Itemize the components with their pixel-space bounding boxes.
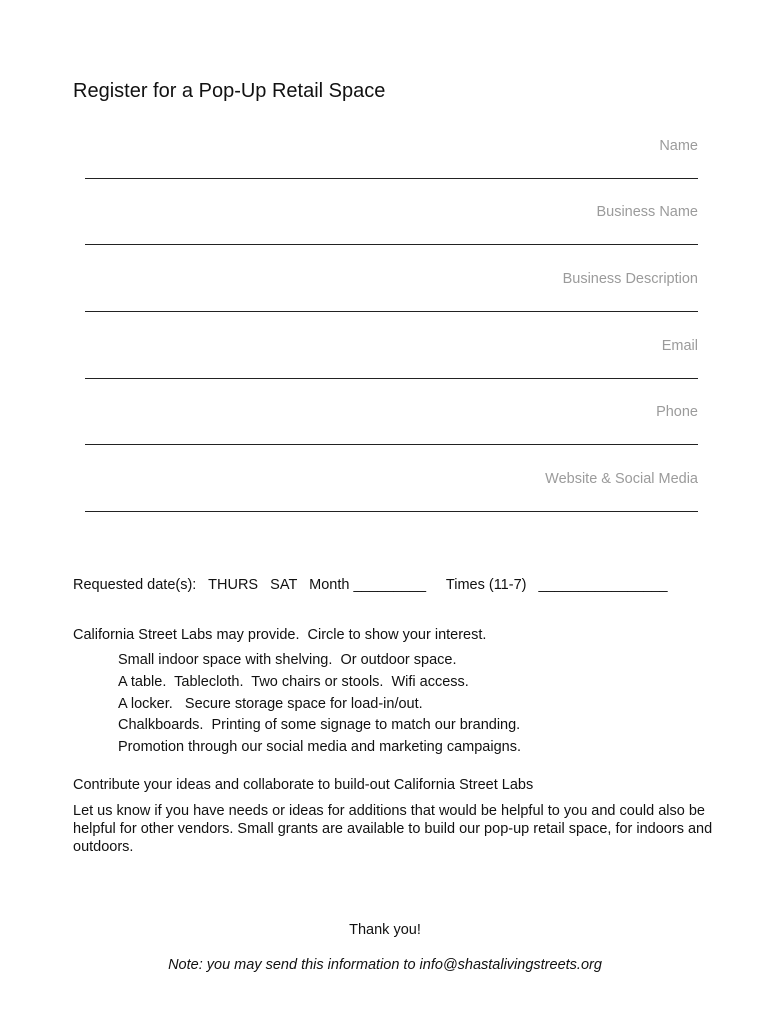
website-social-field-label: Website & Social Media	[545, 471, 698, 487]
provide-heading: California Street Labs may provide. Circle to show your interest.	[73, 627, 487, 643]
contribute-body: Let us know if you have needs or ideas for additions that would be helpful to you and could also be helpful for other vendors. Small grants are available to build our pop-up retail space, for indoors and outdoors.	[73, 803, 713, 855]
provide-item[interactable]: Promotion through our social media and marketing campaigns.	[118, 739, 521, 755]
website-social-field[interactable]	[85, 471, 698, 512]
business-description-field[interactable]	[85, 271, 698, 312]
business-name-field-label: Business Name	[596, 204, 698, 220]
form-title: Register for a Pop-Up Retail Space	[73, 80, 386, 102]
name-field-label: Name	[659, 138, 698, 154]
provide-item[interactable]: Small indoor space with shelving. Or outdoor space.	[118, 652, 457, 668]
provide-item[interactable]: Chalkboards. Printing of some signage to match our branding.	[118, 717, 521, 733]
provide-item[interactable]: A locker. Secure storage space for load-in/out.	[118, 696, 423, 712]
requested-dates-line[interactable]: Requested date(s): THURS SAT Month _________ Times (11-7) ________________	[73, 577, 668, 593]
provide-item[interactable]: A table. Tablecloth. Two chairs or stools. Wifi access.	[118, 674, 469, 690]
phone-field-label: Phone	[656, 404, 698, 420]
contact-note: Note: you may send this information to info@shastalivingstreets.org	[168, 957, 602, 973]
phone-field[interactable]	[85, 404, 698, 445]
business-description-field-label: Business Description	[562, 271, 698, 287]
email-field-label: Email	[661, 338, 698, 354]
name-field[interactable]	[85, 138, 698, 179]
business-name-field[interactable]	[85, 204, 698, 245]
email-field[interactable]	[85, 338, 698, 379]
contribute-heading: Contribute your ideas and collaborate to build-out California Street Labs	[73, 777, 534, 793]
thank-you-text: Thank you!	[349, 922, 421, 938]
